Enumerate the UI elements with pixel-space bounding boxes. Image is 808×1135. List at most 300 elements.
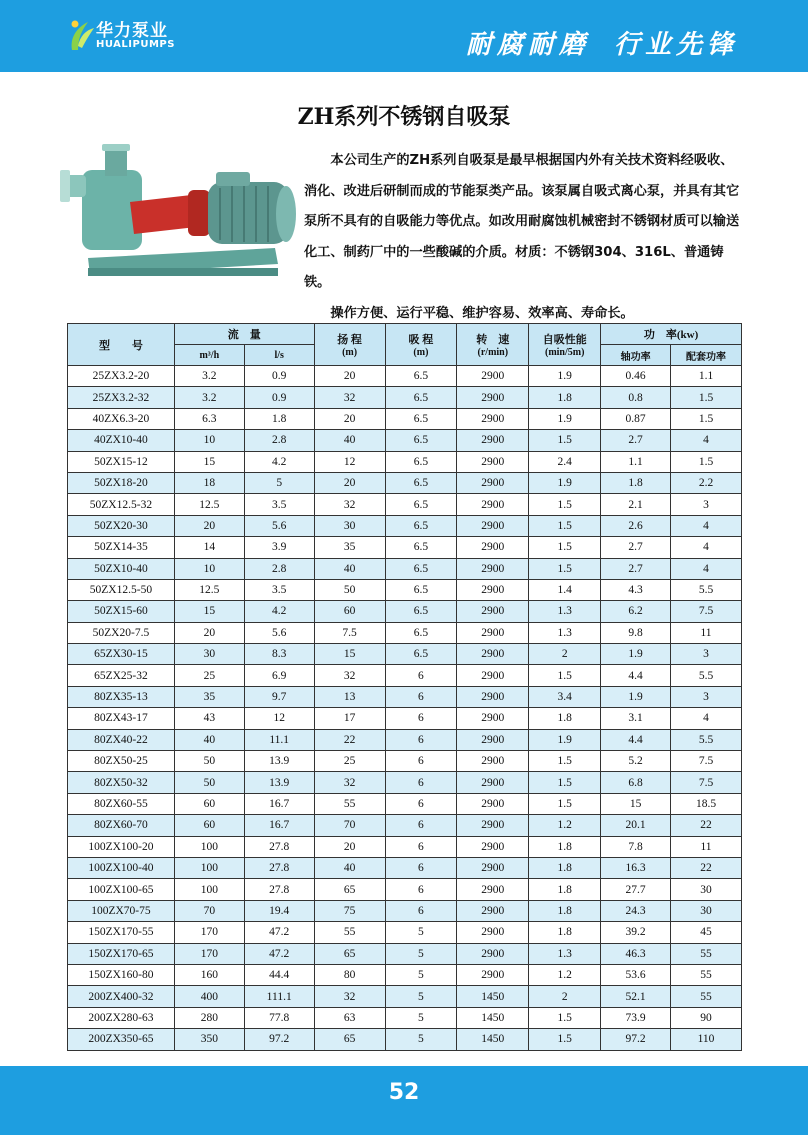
- table-cell: 160: [174, 964, 244, 985]
- model-cell: 50ZX20-30: [68, 515, 175, 536]
- table-cell: 1.5: [529, 751, 601, 772]
- table-cell: 5.5: [671, 665, 742, 686]
- table-cell: 100: [174, 836, 244, 857]
- col-header-head-unit: (m): [342, 347, 358, 358]
- table-cell: 2900: [457, 836, 529, 857]
- table-cell: 1.5: [529, 515, 601, 536]
- table-cell: 1450: [457, 1007, 529, 1028]
- table-cell: 9.7: [244, 686, 314, 707]
- table-cell: 12: [314, 451, 385, 472]
- table-row: [68, 793, 742, 814]
- table-cell: 6: [385, 708, 457, 729]
- description-paragraph: 本公司生产的ZH系列自吸泵是最早根据国内外有关技术资料经吸收、消化、改进后研制而成的节能泵类产品。该泵属自吸式离心泵，并具有其它泵所不具有的自吸能力等优点。如改用耐腐蚀机械密封不锈钢材质可以输送化工、制药厂中的一些酸碱的介质。材质：不锈钢304、316L、普通铸铁。: [304, 153, 740, 290]
- table-cell: 2.6: [601, 515, 671, 536]
- table-row: [68, 558, 742, 579]
- table-cell: 2.1: [601, 494, 671, 515]
- table-cell: 13.9: [244, 751, 314, 772]
- table-row: [68, 408, 742, 429]
- col-header-flow-ls: l/s: [244, 345, 314, 366]
- table-cell: 6.5: [385, 366, 457, 387]
- model-cell: 80ZX50-32: [68, 772, 175, 793]
- table-row: [68, 494, 742, 515]
- table-cell: 4.4: [601, 729, 671, 750]
- model-cell: 65ZX30-15: [68, 644, 175, 665]
- pump-product-image: [60, 140, 308, 290]
- table-cell: 2900: [457, 387, 529, 408]
- table-cell: 1.9: [601, 686, 671, 707]
- table-row: [68, 857, 742, 878]
- table-cell: 6: [385, 857, 457, 878]
- slogan-part-2: 行业先锋: [613, 30, 738, 60]
- table-cell: 6.5: [385, 601, 457, 622]
- table-cell: 12.5: [174, 579, 244, 600]
- table-cell: 1.9: [529, 729, 601, 750]
- table-cell: 75: [314, 900, 385, 921]
- table-cell: 4: [671, 430, 742, 451]
- table-cell: 2.7: [601, 558, 671, 579]
- table-cell: 18.5: [671, 793, 742, 814]
- table-cell: 100: [174, 857, 244, 878]
- model-cell: 80ZX40-22: [68, 729, 175, 750]
- table-cell: 1.9: [529, 366, 601, 387]
- model-cell: 40ZX6.3-20: [68, 408, 175, 429]
- table-cell: 77.8: [244, 1007, 314, 1028]
- table-cell: 2900: [457, 408, 529, 429]
- specification-table: [67, 323, 742, 1051]
- table-cell: 14: [174, 537, 244, 558]
- table-cell: 22: [671, 815, 742, 836]
- table-cell: 5.5: [671, 729, 742, 750]
- table-cell: 4.3: [601, 579, 671, 600]
- table-cell: 1.8: [529, 708, 601, 729]
- table-cell: 3.5: [244, 579, 314, 600]
- table-cell: 43: [174, 708, 244, 729]
- table-cell: 6: [385, 900, 457, 921]
- table-cell: 97.2: [244, 1029, 314, 1050]
- table-cell: 60: [314, 601, 385, 622]
- table-row: [68, 986, 742, 1007]
- table-cell: 1.9: [529, 472, 601, 493]
- table-cell: 2900: [457, 772, 529, 793]
- table-cell: 4: [671, 515, 742, 536]
- table-row: [68, 879, 742, 900]
- model-cell: 50ZX10-40: [68, 558, 175, 579]
- table-cell: 2900: [457, 964, 529, 985]
- model-cell: 40ZX10-40: [68, 430, 175, 451]
- table-cell: 15: [174, 601, 244, 622]
- table-cell: 5.5: [671, 579, 742, 600]
- table-cell: 2900: [457, 857, 529, 878]
- model-cell: 25ZX3.2-32: [68, 387, 175, 408]
- model-cell: 80ZX50-25: [68, 751, 175, 772]
- table-cell: 2.2: [671, 472, 742, 493]
- table-cell: 1450: [457, 986, 529, 1007]
- model-cell: 50ZX15-12: [68, 451, 175, 472]
- table-cell: 2900: [457, 515, 529, 536]
- col-header-model: 型 号: [68, 324, 175, 366]
- table-cell: 27.7: [601, 879, 671, 900]
- table-cell: 11: [671, 836, 742, 857]
- table-cell: 5.2: [601, 751, 671, 772]
- logo-chinese-text: 华力泵业: [96, 21, 168, 41]
- table-cell: 170: [174, 943, 244, 964]
- model-cell: 50ZX20-7.5: [68, 622, 175, 643]
- col-header-selfprime: [529, 324, 601, 366]
- table-cell: 4.2: [244, 601, 314, 622]
- table-cell: 1.1: [671, 366, 742, 387]
- model-cell: 100ZX70-75: [68, 900, 175, 921]
- table-cell: 20: [314, 408, 385, 429]
- table-cell: 2900: [457, 879, 529, 900]
- table-cell: 170: [174, 922, 244, 943]
- table-cell: 0.8: [601, 387, 671, 408]
- table-cell: 1.5: [529, 430, 601, 451]
- table-cell: 1.8: [529, 387, 601, 408]
- table-cell: 1.2: [529, 815, 601, 836]
- table-cell: 5: [385, 1029, 457, 1050]
- table-row: [68, 815, 742, 836]
- model-cell: 50ZX18-20: [68, 472, 175, 493]
- model-cell: 80ZX60-55: [68, 793, 175, 814]
- table-cell: 6: [385, 836, 457, 857]
- table-cell: 1.5: [529, 494, 601, 515]
- model-cell: 200ZX350-65: [68, 1029, 175, 1050]
- table-cell: 60: [174, 793, 244, 814]
- table-cell: 5: [244, 472, 314, 493]
- table-cell: 65: [314, 879, 385, 900]
- table-cell: 6: [385, 815, 457, 836]
- table-cell: 55: [671, 986, 742, 1007]
- table-cell: 39.2: [601, 922, 671, 943]
- table-cell: 2900: [457, 665, 529, 686]
- table-cell: 30: [671, 879, 742, 900]
- table-row: [68, 1029, 742, 1050]
- col-header-flow: 流 量: [174, 324, 314, 345]
- table-cell: 400: [174, 986, 244, 1007]
- table-cell: 13.9: [244, 772, 314, 793]
- table-cell: 44.4: [244, 964, 314, 985]
- table-cell: 10: [174, 430, 244, 451]
- table-cell: 19.4: [244, 900, 314, 921]
- table-cell: 1450: [457, 1029, 529, 1050]
- table-cell: 6.9: [244, 665, 314, 686]
- table-cell: 3: [671, 686, 742, 707]
- table-cell: 7.5: [314, 622, 385, 643]
- table-cell: 5: [385, 943, 457, 964]
- table-row: [68, 751, 742, 772]
- table-cell: 6.5: [385, 472, 457, 493]
- table-cell: 1.3: [529, 943, 601, 964]
- table-cell: 50: [174, 751, 244, 772]
- table-cell: 32: [314, 387, 385, 408]
- table-cell: 53.6: [601, 964, 671, 985]
- table-cell: 32: [314, 494, 385, 515]
- table-cell: 2900: [457, 622, 529, 643]
- table-cell: 16.7: [244, 815, 314, 836]
- table-cell: 1.5: [529, 772, 601, 793]
- model-cell: 50ZX14-35: [68, 537, 175, 558]
- page-number: 52: [388, 1080, 420, 1105]
- table-cell: 55: [314, 793, 385, 814]
- table-cell: 32: [314, 665, 385, 686]
- col-header-speed-label: 转 速: [476, 334, 510, 346]
- table-cell: 20: [174, 622, 244, 643]
- table-cell: 4: [671, 558, 742, 579]
- table-cell: 90: [671, 1007, 742, 1028]
- table-cell: 5: [385, 1007, 457, 1028]
- table-row: [68, 601, 742, 622]
- model-cell: 80ZX43-17: [68, 708, 175, 729]
- table-cell: 40: [314, 857, 385, 878]
- table-cell: 3.1: [601, 708, 671, 729]
- table-cell: 12.5: [174, 494, 244, 515]
- table-cell: 15: [601, 793, 671, 814]
- table-cell: 6.5: [385, 515, 457, 536]
- table-cell: 32: [314, 986, 385, 1007]
- table-row: [68, 665, 742, 686]
- table-cell: 100: [174, 879, 244, 900]
- table-cell: 55: [671, 943, 742, 964]
- table-body: [68, 366, 742, 1051]
- header-bar: [0, 0, 808, 72]
- table-row: [68, 472, 742, 493]
- slogan: [466, 24, 738, 61]
- table-cell: 3.2: [174, 366, 244, 387]
- table-cell: 3: [671, 644, 742, 665]
- table-cell: 63: [314, 1007, 385, 1028]
- col-header-speed: [457, 324, 529, 366]
- table-cell: 55: [314, 922, 385, 943]
- model-cell: 100ZX100-40: [68, 857, 175, 878]
- table-cell: 2900: [457, 729, 529, 750]
- table-row: [68, 644, 742, 665]
- table-cell: 27.8: [244, 836, 314, 857]
- table-cell: 1.8: [529, 900, 601, 921]
- table-cell: 40: [314, 558, 385, 579]
- table-cell: 47.2: [244, 943, 314, 964]
- table-cell: 1.3: [529, 601, 601, 622]
- table-cell: 2900: [457, 751, 529, 772]
- table-cell: 7.5: [671, 751, 742, 772]
- logo-english-text: HUALIPUMPS: [96, 39, 175, 50]
- table-cell: 6.5: [385, 622, 457, 643]
- table-cell: 1.9: [529, 408, 601, 429]
- col-header-suction: [385, 324, 457, 366]
- table-cell: 20: [314, 472, 385, 493]
- table-cell: 46.3: [601, 943, 671, 964]
- table-cell: 6: [385, 665, 457, 686]
- table-cell: 6.5: [385, 430, 457, 451]
- table-cell: 15: [174, 451, 244, 472]
- table-cell: 6: [385, 772, 457, 793]
- col-header-power: 功 率(kw): [601, 324, 742, 345]
- table-cell: 2900: [457, 601, 529, 622]
- table-cell: 6.5: [385, 644, 457, 665]
- table-cell: 70: [314, 815, 385, 836]
- table-cell: 6.2: [601, 601, 671, 622]
- table-cell: 2900: [457, 686, 529, 707]
- model-cell: 80ZX60-70: [68, 815, 175, 836]
- table-cell: 15: [314, 644, 385, 665]
- table-cell: 7.8: [601, 836, 671, 857]
- table-cell: 27.8: [244, 857, 314, 878]
- col-header-head: [314, 324, 385, 366]
- table-cell: 2900: [457, 558, 529, 579]
- table-cell: 2: [529, 644, 601, 665]
- table-cell: 30: [174, 644, 244, 665]
- table-cell: 280: [174, 1007, 244, 1028]
- product-description: [304, 146, 744, 329]
- table-cell: 35: [314, 537, 385, 558]
- table-cell: 50: [314, 579, 385, 600]
- table-row: [68, 622, 742, 643]
- table-cell: 70: [174, 900, 244, 921]
- table-cell: 52.1: [601, 986, 671, 1007]
- table-cell: 22: [671, 857, 742, 878]
- table-cell: 1.8: [529, 922, 601, 943]
- table-row: [68, 964, 742, 985]
- model-cell: 50ZX12.5-50: [68, 579, 175, 600]
- table-cell: 9.8: [601, 622, 671, 643]
- model-cell: 200ZX280-63: [68, 1007, 175, 1028]
- table-cell: 2: [529, 986, 601, 1007]
- table-cell: 47.2: [244, 922, 314, 943]
- table-cell: 30: [314, 515, 385, 536]
- model-cell: 150ZX170-55: [68, 922, 175, 943]
- table-cell: 65: [314, 943, 385, 964]
- table-cell: 6.5: [385, 408, 457, 429]
- table-cell: 4.2: [244, 451, 314, 472]
- table-cell: 6: [385, 751, 457, 772]
- table-cell: 40: [314, 430, 385, 451]
- table-cell: 2900: [457, 922, 529, 943]
- table-row: [68, 1007, 742, 1028]
- table-cell: 7.5: [671, 772, 742, 793]
- table-cell: 2.8: [244, 558, 314, 579]
- model-cell: 200ZX400-32: [68, 986, 175, 1007]
- table-row: [68, 579, 742, 600]
- table-cell: 16.7: [244, 793, 314, 814]
- table-cell: 7.5: [671, 601, 742, 622]
- table-cell: 16.3: [601, 857, 671, 878]
- table-cell: 2900: [457, 579, 529, 600]
- table-cell: 40: [174, 729, 244, 750]
- table-cell: 25: [174, 665, 244, 686]
- model-cell: 150ZX170-65: [68, 943, 175, 964]
- table-row: [68, 922, 742, 943]
- table-cell: 11.1: [244, 729, 314, 750]
- table-cell: 6: [385, 729, 457, 750]
- col-header-speed-unit: (r/min): [477, 347, 509, 358]
- table-row: [68, 451, 742, 472]
- logo-leaf-icon: [66, 16, 96, 54]
- table-cell: 4.4: [601, 665, 671, 686]
- table-cell: 2900: [457, 451, 529, 472]
- table-cell: 6.5: [385, 537, 457, 558]
- table-row: [68, 772, 742, 793]
- table-row: [68, 515, 742, 536]
- model-cell: 25ZX3.2-20: [68, 366, 175, 387]
- table-row: [68, 686, 742, 707]
- table-cell: 1.8: [529, 836, 601, 857]
- table-cell: 2.7: [601, 537, 671, 558]
- table-cell: 18: [174, 472, 244, 493]
- table-cell: 10: [174, 558, 244, 579]
- table-cell: 2900: [457, 644, 529, 665]
- model-cell: 100ZX100-20: [68, 836, 175, 857]
- col-header-suction-unit: (m): [413, 347, 429, 358]
- table-cell: 5: [385, 922, 457, 943]
- table-cell: 97.2: [601, 1029, 671, 1050]
- table-cell: 30: [671, 900, 742, 921]
- table-cell: 1.1: [601, 451, 671, 472]
- table-cell: 0.46: [601, 366, 671, 387]
- table-cell: 1.5: [529, 1029, 601, 1050]
- table-cell: 1.5: [529, 1007, 601, 1028]
- table-cell: 20: [174, 515, 244, 536]
- table-cell: 1.5: [671, 451, 742, 472]
- table-cell: 350: [174, 1029, 244, 1050]
- table-cell: 5: [385, 986, 457, 1007]
- table-cell: 8.3: [244, 644, 314, 665]
- company-logo: [66, 14, 196, 58]
- table-cell: 2900: [457, 537, 529, 558]
- table-cell: 50: [174, 772, 244, 793]
- table-cell: 13: [314, 686, 385, 707]
- table-cell: 1.5: [529, 665, 601, 686]
- table-cell: 45: [671, 922, 742, 943]
- table-cell: 3.5: [244, 494, 314, 515]
- model-cell: 65ZX25-32: [68, 665, 175, 686]
- table-row: [68, 387, 742, 408]
- slogan-part-1: 耐腐耐磨: [465, 30, 590, 60]
- table-cell: 3.2: [174, 387, 244, 408]
- col-header-selfprime-unit: (min/5m): [544, 347, 585, 358]
- table-cell: 2900: [457, 900, 529, 921]
- table-row: [68, 900, 742, 921]
- table-cell: 1.5: [529, 537, 601, 558]
- model-cell: 50ZX15-60: [68, 601, 175, 622]
- table-row: [68, 729, 742, 750]
- table-cell: 2900: [457, 430, 529, 451]
- model-cell: 80ZX35-13: [68, 686, 175, 707]
- table-cell: 1.9: [601, 644, 671, 665]
- page-title: ZH系列不锈钢自吸泵: [297, 104, 511, 130]
- table-cell: 1.5: [671, 408, 742, 429]
- table-cell: 20.1: [601, 815, 671, 836]
- table-cell: 6.5: [385, 387, 457, 408]
- table-cell: 1.8: [529, 879, 601, 900]
- table-cell: 2900: [457, 366, 529, 387]
- table-cell: 60: [174, 815, 244, 836]
- table-cell: 32: [314, 772, 385, 793]
- table-cell: 35: [174, 686, 244, 707]
- model-cell: 100ZX100-65: [68, 879, 175, 900]
- table-cell: 6.5: [385, 451, 457, 472]
- table-cell: 5: [385, 964, 457, 985]
- table-cell: 22: [314, 729, 385, 750]
- table-cell: 6: [385, 793, 457, 814]
- table-cell: 5.6: [244, 622, 314, 643]
- table-cell: 4: [671, 708, 742, 729]
- col-header-suction-label: 吸 程: [408, 334, 434, 346]
- table-cell: 2.7: [601, 430, 671, 451]
- table-cell: 6.5: [385, 558, 457, 579]
- table-row: [68, 943, 742, 964]
- table-cell: 2900: [457, 472, 529, 493]
- description-paragraph: 操作方便、运行平稳、维护容易、效率高、寿命长。: [330, 305, 634, 321]
- table-cell: 1.8: [601, 472, 671, 493]
